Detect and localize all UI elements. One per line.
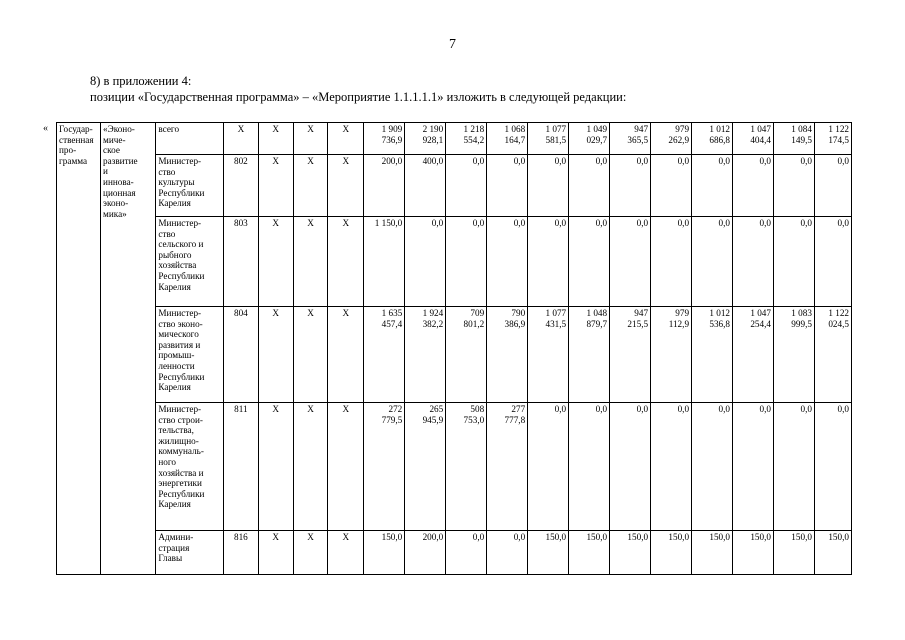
amount-cell: 1 218 554,2 bbox=[446, 123, 487, 155]
classifier-cell: X bbox=[328, 123, 364, 155]
amount-cell: 0,0 bbox=[528, 155, 569, 217]
classifier-cell: X bbox=[258, 403, 293, 531]
amount-cell: 1 012 686,8 bbox=[692, 123, 733, 155]
amount-cell: 709 801,2 bbox=[446, 307, 487, 403]
amount-cell: 0,0 bbox=[569, 403, 610, 531]
classifier-cell: X bbox=[328, 307, 364, 403]
amount-cell: 0,0 bbox=[528, 217, 569, 307]
table-row bbox=[57, 217, 852, 307]
budget-code-cell: 804 bbox=[223, 307, 258, 403]
amount-cell: 979 112,9 bbox=[651, 307, 692, 403]
executor-cell: Министер- ство культуры Республики Карелия bbox=[156, 155, 224, 217]
budget-code-cell: 811 bbox=[223, 403, 258, 531]
table-row bbox=[57, 403, 852, 531]
amount-cell: 150,0 bbox=[814, 531, 851, 575]
amount-cell: 272 779,5 bbox=[364, 403, 405, 531]
amount-cell: 947 365,5 bbox=[610, 123, 651, 155]
amount-cell: 0,0 bbox=[569, 217, 610, 307]
amount-cell: 150,0 bbox=[569, 531, 610, 575]
table-row bbox=[57, 155, 852, 217]
classifier-cell: X bbox=[258, 307, 293, 403]
amendment-intro bbox=[90, 73, 626, 105]
classifier-cell: X bbox=[293, 531, 328, 575]
amount-cell: 0,0 bbox=[446, 531, 487, 575]
program-status-cell: Государ- ственная про- грамма bbox=[57, 123, 101, 575]
amount-cell: 2 190 928,1 bbox=[405, 123, 446, 155]
amount-cell: 0,0 bbox=[610, 155, 651, 217]
open-quote-mark: « bbox=[43, 123, 48, 134]
amount-cell: 0,0 bbox=[651, 217, 692, 307]
classifier-cell: X bbox=[258, 217, 293, 307]
classifier-cell: X bbox=[328, 217, 364, 307]
table-row bbox=[57, 307, 852, 403]
amount-cell: 0,0 bbox=[692, 155, 733, 217]
intro-line-2: позиции «Государственная программа» – «Мероприятие 1.1.1.1.1» изложить в следующей редакции: bbox=[90, 90, 627, 104]
amount-cell: 150,0 bbox=[692, 531, 733, 575]
amount-cell: 1 049 029,7 bbox=[569, 123, 610, 155]
amount-cell: 0,0 bbox=[651, 155, 692, 217]
classifier-cell: X bbox=[258, 531, 293, 575]
budget-code-cell: X bbox=[223, 123, 258, 155]
amount-cell: 1 924 382,2 bbox=[405, 307, 446, 403]
classifier-cell: X bbox=[328, 531, 364, 575]
classifier-cell: X bbox=[293, 307, 328, 403]
amount-cell: 0,0 bbox=[528, 403, 569, 531]
amount-cell: 150,0 bbox=[610, 531, 651, 575]
executor-cell: Админи- страция Главы bbox=[156, 531, 224, 575]
amount-cell: 0,0 bbox=[814, 403, 851, 531]
page-number: 7 bbox=[449, 37, 456, 52]
amount-cell: 0,0 bbox=[446, 155, 487, 217]
amount-cell: 150,0 bbox=[364, 531, 405, 575]
amount-cell: 0,0 bbox=[773, 155, 814, 217]
amount-cell: 1 122 174,5 bbox=[814, 123, 851, 155]
amount-cell: 0,0 bbox=[733, 155, 774, 217]
amount-cell: 0,0 bbox=[487, 217, 528, 307]
executor-cell: Министер- ство сельского и рыбного хозяйства Республики Карелия bbox=[156, 217, 224, 307]
amount-cell: 1 909 736,9 bbox=[364, 123, 405, 155]
amount-cell: 0,0 bbox=[610, 403, 651, 531]
amount-cell: 1 084 149,5 bbox=[773, 123, 814, 155]
classifier-cell: X bbox=[258, 123, 293, 155]
amount-cell: 0,0 bbox=[814, 217, 851, 307]
classifier-cell: X bbox=[293, 155, 328, 217]
amount-cell: 277 777,8 bbox=[487, 403, 528, 531]
amount-cell: 400,0 bbox=[405, 155, 446, 217]
amount-cell: 1 150,0 bbox=[364, 217, 405, 307]
table-row bbox=[57, 123, 852, 155]
amount-cell: 0,0 bbox=[733, 217, 774, 307]
amount-cell: 0,0 bbox=[487, 155, 528, 217]
amount-cell: 0,0 bbox=[692, 217, 733, 307]
amount-cell: 1 077 581,5 bbox=[528, 123, 569, 155]
amount-cell: 0,0 bbox=[692, 403, 733, 531]
classifier-cell: X bbox=[328, 155, 364, 217]
amount-cell: 1 083 999,5 bbox=[773, 307, 814, 403]
executor-cell: Министер- ство строи- тельства, жилищно- коммуналь- ного хозяйства и энергетики Республики Карелия bbox=[156, 403, 224, 531]
amount-cell: 150,0 bbox=[733, 531, 774, 575]
amount-cell: 1 122 024,5 bbox=[814, 307, 851, 403]
intro-line-1: 8) в приложении 4: bbox=[90, 74, 192, 88]
amount-cell: 1 047 404,4 bbox=[733, 123, 774, 155]
amount-cell: 150,0 bbox=[528, 531, 569, 575]
amount-cell: 0,0 bbox=[773, 403, 814, 531]
budget-code-cell: 816 bbox=[223, 531, 258, 575]
classifier-cell: X bbox=[258, 155, 293, 217]
program-name-cell: «Эконо- миче- ское развитие и иннова- ционная эконо- мика» bbox=[101, 123, 156, 575]
amount-cell: 0,0 bbox=[733, 403, 774, 531]
amount-cell: 1 077 431,5 bbox=[528, 307, 569, 403]
amount-cell: 0,0 bbox=[814, 155, 851, 217]
amount-cell: 1 012 536,8 bbox=[692, 307, 733, 403]
amount-cell: 947 215,5 bbox=[610, 307, 651, 403]
amount-cell: 979 262,9 bbox=[651, 123, 692, 155]
amount-cell: 0,0 bbox=[651, 403, 692, 531]
amount-cell: 0,0 bbox=[610, 217, 651, 307]
amount-cell: 150,0 bbox=[773, 531, 814, 575]
amount-cell: 150,0 bbox=[651, 531, 692, 575]
funding-table bbox=[56, 122, 852, 575]
amount-cell: 790 386,9 bbox=[487, 307, 528, 403]
amount-cell: 1 635 457,4 bbox=[364, 307, 405, 403]
amount-cell: 508 753,0 bbox=[446, 403, 487, 531]
amount-cell: 0,0 bbox=[405, 217, 446, 307]
amount-cell: 200,0 bbox=[364, 155, 405, 217]
classifier-cell: X bbox=[293, 217, 328, 307]
amount-cell: 1 047 254,4 bbox=[733, 307, 774, 403]
budget-code-cell: 803 bbox=[223, 217, 258, 307]
table-row bbox=[57, 531, 852, 575]
budget-code-cell: 802 bbox=[223, 155, 258, 217]
executor-cell: Министер- ство эконо- мического развития и промыш- ленности Республики Карелия bbox=[156, 307, 224, 403]
classifier-cell: X bbox=[293, 123, 328, 155]
executor-cell: всего bbox=[156, 123, 224, 155]
classifier-cell: X bbox=[293, 403, 328, 531]
amount-cell: 1 068 164,7 bbox=[487, 123, 528, 155]
amount-cell: 0,0 bbox=[487, 531, 528, 575]
amount-cell: 0,0 bbox=[446, 217, 487, 307]
amount-cell: 0,0 bbox=[569, 155, 610, 217]
amount-cell: 200,0 bbox=[405, 531, 446, 575]
amount-cell: 1 048 879,7 bbox=[569, 307, 610, 403]
amount-cell: 0,0 bbox=[773, 217, 814, 307]
classifier-cell: X bbox=[328, 403, 364, 531]
amount-cell: 265 945,9 bbox=[405, 403, 446, 531]
